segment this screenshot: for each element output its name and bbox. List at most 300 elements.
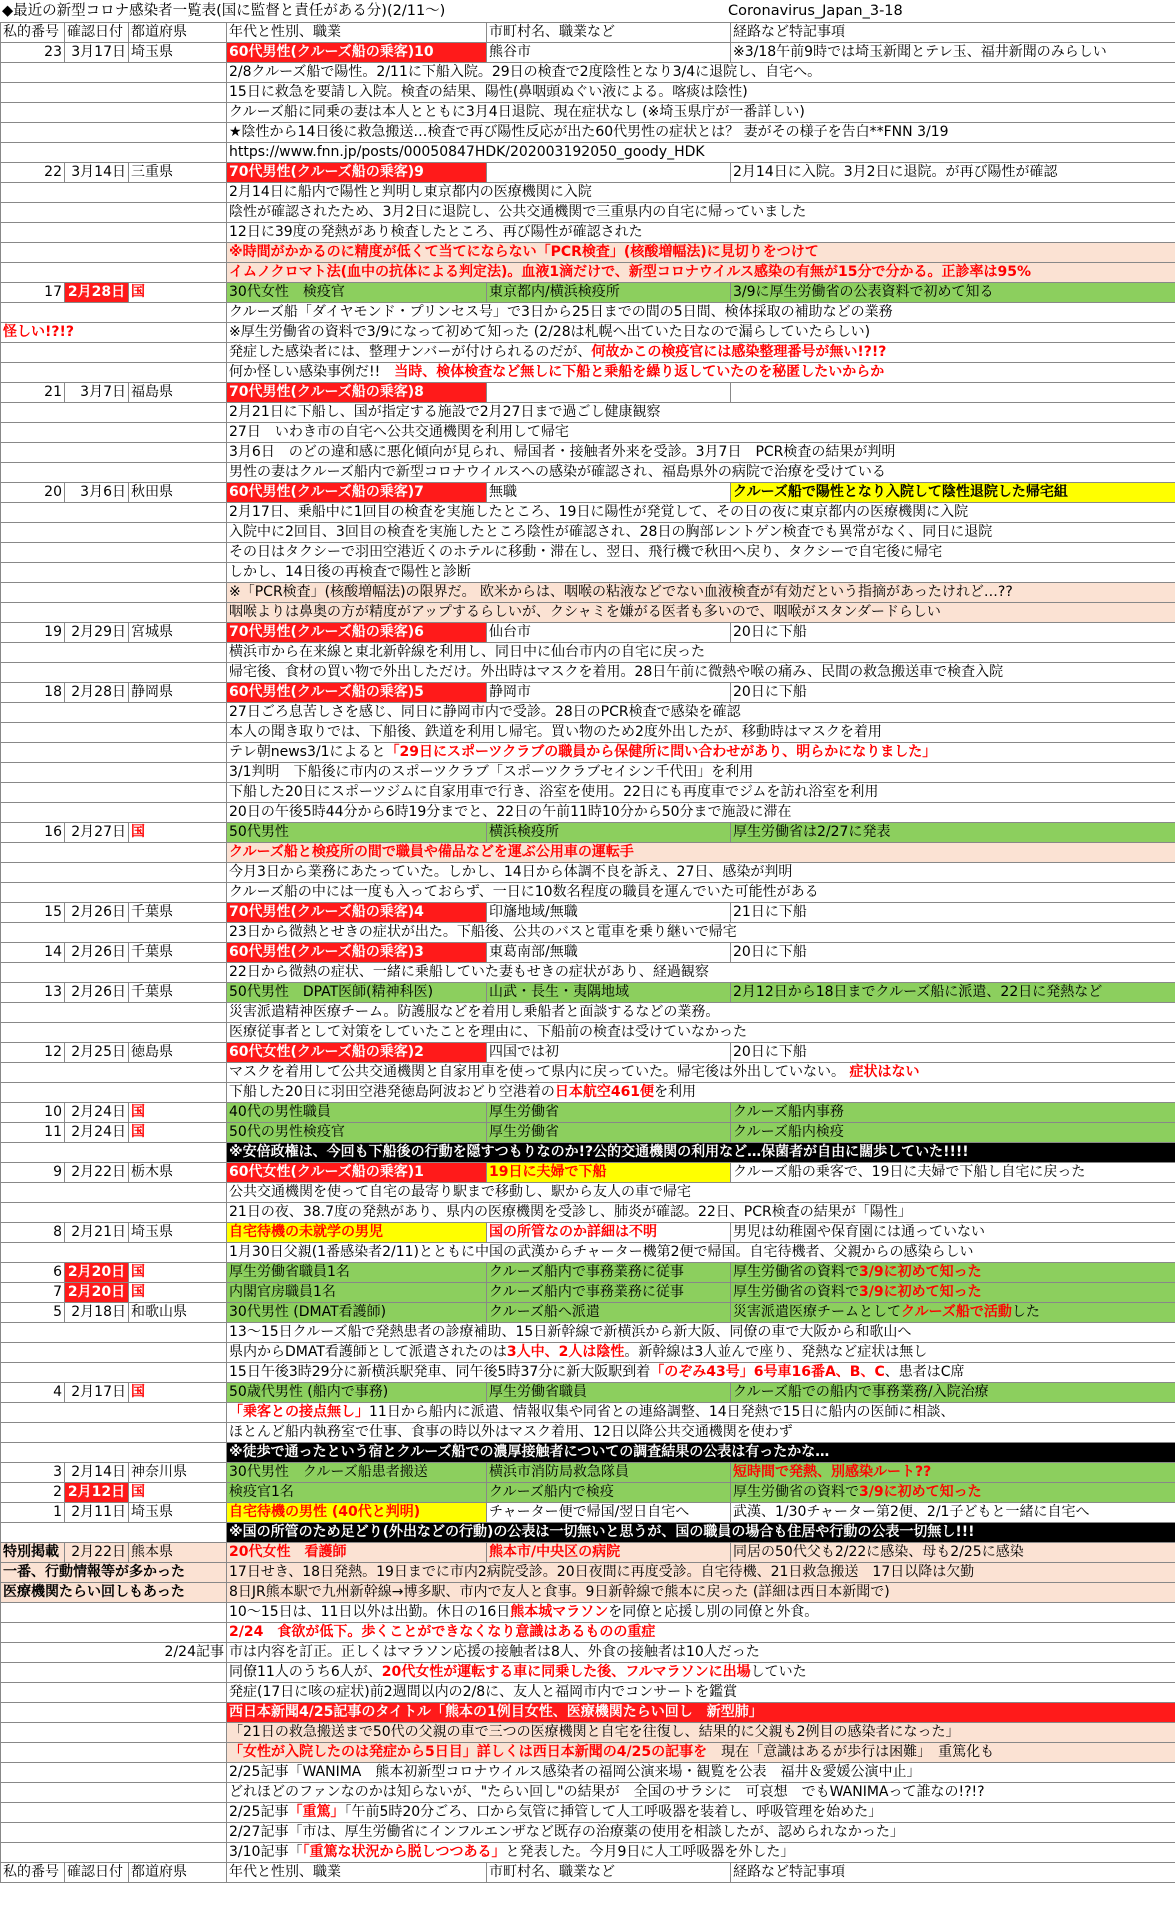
case-prefecture: 国 — [129, 823, 227, 843]
case-person: 自宅待機の男性 (40代と判明) — [227, 1503, 487, 1523]
footer-cell: 経路など特記事項 — [731, 1863, 1175, 1883]
detail-row — [1, 143, 1175, 163]
detail-row — [1, 603, 1175, 623]
row-side-label — [1, 103, 227, 123]
row-detail: クルーズ船「ダイヤモンド・プリンセス号」で3日から25日までの間の5日間、検体採取の補助などの業務 — [227, 303, 1175, 323]
row-detail: 21日の夜、38.7度の発熱があり、県内の医療機関を受診し、肺炎が確認。22日、PCR検査の結果が「陽性」 — [227, 1203, 1175, 1223]
case-row — [1, 1383, 1175, 1403]
case-row — [1, 623, 1175, 643]
case-date: 2月24日 — [65, 1123, 129, 1143]
row-side-label — [1, 443, 227, 463]
row-side-label — [1, 663, 227, 683]
case-city: 厚生労働省 — [487, 1123, 731, 1143]
row-side-label — [1, 123, 227, 143]
case-city — [487, 383, 731, 403]
case-person: 20代女性 看護師 — [227, 1543, 487, 1563]
case-row — [1, 823, 1175, 843]
case-city: チャーター便で帰国/翌日自宅へ — [487, 1503, 731, 1523]
detail-row — [1, 1443, 1175, 1463]
case-number: 1 — [1, 1503, 65, 1523]
case-person: 60代女性(クルーズ船の乗客)2 — [227, 1043, 487, 1063]
footer-cell: 確認日付 — [65, 1863, 129, 1883]
case-row — [1, 1263, 1175, 1283]
row-side-label — [1, 1803, 227, 1823]
row-side-label — [1, 1343, 227, 1363]
footer-cell: 私的番号 — [1, 1863, 65, 1883]
case-city: 熊本市/中央区の病院 — [487, 1543, 731, 1563]
case-number: 15 — [1, 903, 65, 923]
case-prefecture: 国 — [129, 1123, 227, 1143]
row-detail: ※時間がかかるのに精度が低くて当てにならない「PCR検査」(核酸増幅法)に見切りをつけて — [227, 243, 1175, 263]
detail-row — [1, 1723, 1175, 1743]
case-date: 3月17日 — [65, 43, 129, 63]
case-city: 印旛地域/無職 — [487, 903, 731, 923]
row-side-label — [1, 1003, 227, 1023]
case-number: 3 — [1, 1463, 65, 1483]
case-city: 静岡市 — [487, 683, 731, 703]
detail-row — [1, 123, 1175, 143]
case-number: 2 — [1, 1483, 65, 1503]
case-note: 3/9に厚生労働省の公表資料で初めて知る — [731, 283, 1175, 303]
row-side-label — [1, 543, 227, 563]
case-number: 21 — [1, 383, 65, 403]
case-city: 横浜検疫所 — [487, 823, 731, 843]
row-detail: どれほどのファンなのかは知らないが、"たらい回し"の結果が 全国のサラシに 可哀想 でもWANIMAって誰なの!?!? — [227, 1783, 1175, 1803]
footer-cell: 都道府県 — [129, 1863, 227, 1883]
case-number: 20 — [1, 483, 65, 503]
row-side-label — [1, 343, 227, 363]
row-detail: 3/10記事「「重篤な状況から脱しつつある」と発表した。今月9日に人工呼吸器を外した」 — [227, 1843, 1175, 1863]
row-detail: 3/1判明 下船後に市内のスポーツクラブ「スポーツクラブセイシン千代田」を利用 — [227, 763, 1175, 783]
case-note: 短時間で発熱、別感染ルート?? — [731, 1463, 1175, 1483]
case-note: 20日に下船 — [731, 943, 1175, 963]
case-row — [1, 1163, 1175, 1183]
case-prefecture: 国 — [129, 1263, 227, 1283]
row-detail: 災害派遣精神医療チーム。防護服などを着用し乗船者と面談するなどの業務。 — [227, 1003, 1175, 1023]
row-side-label — [1, 263, 227, 283]
row-side-label — [1, 1683, 227, 1703]
row-side-label — [1, 143, 227, 163]
row-side-label — [1, 1243, 227, 1263]
footer-row — [1, 1863, 1175, 1883]
case-person: 70代男性(クルーズ船の乗客)4 — [227, 903, 487, 923]
case-number: 4 — [1, 1383, 65, 1403]
case-note: 2月12日から18日までクルーズ船に派遣、22日に発熱など — [731, 983, 1175, 1003]
case-city: クルーズ船内で事務業務に従事 — [487, 1263, 731, 1283]
row-side-label — [1, 743, 227, 763]
row-detail: 2/24 食欲が低下。歩くことができなくなり意識はあるものの重症 — [227, 1623, 1175, 1643]
row-detail: クルーズ船の中には一度も入っておらず、一日に10数名程度の職員を運んでいた可能性がある — [227, 883, 1175, 903]
case-person: 検疫官1名 — [227, 1483, 487, 1503]
case-date: 2月21日 — [65, 1223, 129, 1243]
case-person: 50代の男性検疫官 — [227, 1123, 487, 1143]
case-row — [1, 1303, 1175, 1323]
case-person: 30代女性 検疫官 — [227, 283, 487, 303]
detail-row — [1, 323, 1175, 343]
row-detail: 2/27記事「市は、厚生労働省にインフルエンザなど既存の治療薬の使用を相談したが、認められなかった」 — [227, 1823, 1175, 1843]
case-prefecture: 千葉県 — [129, 983, 227, 1003]
case-note: クルーズ船内事務 — [731, 1103, 1175, 1123]
case-note: 厚生労働省は2/27に発表 — [731, 823, 1175, 843]
detail-row — [1, 1323, 1175, 1343]
case-number: 6 — [1, 1263, 65, 1283]
row-detail: ※国の所管のため足どり(外出などの行動)の公表は一切無いと思うが、国の職員の場合も住居や行動の公表一切無し!!! — [227, 1523, 1175, 1543]
row-detail: 1月30日父親(1番感染者2/11)とともに中国の武漢からチャーター機第2便で帰国。自宅待機者、父親からの感染らしい — [227, 1243, 1175, 1263]
case-date: 2月11日 — [65, 1503, 129, 1523]
row-side-label — [1, 583, 227, 603]
detail-row — [1, 663, 1175, 683]
case-number: 16 — [1, 823, 65, 843]
detail-row — [1, 1023, 1175, 1043]
detail-row — [1, 1403, 1175, 1423]
case-person: 60代男性(クルーズ船の乗客)5 — [227, 683, 487, 703]
row-side-label — [1, 363, 227, 383]
case-date: 2月22日 — [65, 1543, 129, 1563]
row-side-label — [1, 1443, 227, 1463]
case-number: 9 — [1, 1163, 65, 1183]
row-detail: 今月3日から業務にあたっていた。しかし、14日から体調不良を訴え、27日、感染が判明 — [227, 863, 1175, 883]
header-cell: 市町村名、職業など — [487, 23, 731, 43]
case-prefecture: 和歌山県 — [129, 1303, 227, 1323]
row-side-label — [1, 603, 227, 623]
row-side-label — [1, 63, 227, 83]
sheet-title-right: Coronavirus_Japan_3-18 — [728, 3, 903, 19]
case-table — [0, 22, 1175, 1883]
footer-cell: 年代と性別、職業 — [227, 1863, 487, 1883]
footer-cell: 市町村名、職業など — [487, 1863, 731, 1883]
case-city: 19日に夫婦で下船 — [487, 1163, 731, 1183]
case-person: 70代男性(クルーズ船の乗客)8 — [227, 383, 487, 403]
row-detail: 12日に39度の発熱があり検査したところ、再び陽性が確認された — [227, 223, 1175, 243]
row-detail: 27日 いわき市の自宅へ公共交通機関を利用して帰宅 — [227, 423, 1175, 443]
case-person: 70代男性(クルーズ船の乗客)9 — [227, 163, 487, 183]
row-side-label — [1, 1763, 227, 1783]
case-note: 20日に下船 — [731, 1043, 1175, 1063]
row-side-label — [1, 563, 227, 583]
row-side-label — [1, 1663, 227, 1683]
row-side-label — [1, 183, 227, 203]
case-note: 20日に下船 — [731, 623, 1175, 643]
case-note: 災害派遣医療チームとしてクルーズ船で活動した — [731, 1303, 1175, 1323]
case-row — [1, 1103, 1175, 1123]
row-detail: 3月6日 のどの違和感に悪化傾向が見られ、帰国者・接触者外来を受診。3月7日 PCR検査の結果が判明 — [227, 443, 1175, 463]
case-prefecture: 静岡県 — [129, 683, 227, 703]
case-number: 5 — [1, 1303, 65, 1323]
detail-row — [1, 843, 1175, 863]
case-person: 40代の男性職員 — [227, 1103, 487, 1123]
case-row — [1, 1463, 1175, 1483]
row-side-label — [1, 1703, 227, 1723]
case-note: 21日に下船 — [731, 903, 1175, 923]
row-side-label — [1, 1083, 227, 1103]
detail-row — [1, 1363, 1175, 1383]
detail-row — [1, 183, 1175, 203]
case-prefecture: 埼玉県 — [129, 1223, 227, 1243]
case-number: 23 — [1, 43, 65, 63]
detail-row — [1, 1423, 1175, 1443]
case-note: 厚生労働省の資料で3/9に初めて知った — [731, 1283, 1175, 1303]
row-detail: クルーズ船と検疫所の間で職員や備品などを運ぶ公用車の運転手 — [227, 843, 1175, 863]
case-person: 50代男性 DPAT医師(精神科医) — [227, 983, 487, 1003]
row-side-label — [1, 1203, 227, 1223]
row-side-label — [1, 423, 227, 443]
row-side-label — [1, 1843, 227, 1863]
case-row — [1, 683, 1175, 703]
case-row — [1, 1223, 1175, 1243]
case-date: 2月29日 — [65, 623, 129, 643]
row-side-label — [1, 783, 227, 803]
row-detail: 市は内容を訂正。正しくはマラソン応援の接触者は8人、外食の接触者は10人だった — [227, 1643, 1175, 1663]
detail-row — [1, 1583, 1175, 1603]
case-prefecture: 熊本県 — [129, 1543, 227, 1563]
case-note: 厚生労働省の資料で3/9に初めて知った — [731, 1483, 1175, 1503]
case-prefecture: 栃木県 — [129, 1163, 227, 1183]
detail-row — [1, 83, 1175, 103]
sheet-title-left: ◆最近の新型コロナ感染者一覧表(国に監督と責任がある分)(2/11～) — [2, 3, 446, 19]
case-note: クルーズ船の乗客で、19日に夫婦で下船し自宅に戻った — [731, 1163, 1175, 1183]
row-detail: 「乗客との接点無し」11日から船内に派遣、情報収集や同省との連絡調整、14日発熱で15日に船内の医師に相談、 — [227, 1403, 1175, 1423]
case-date: 3月7日 — [65, 383, 129, 403]
detail-row — [1, 883, 1175, 903]
case-row — [1, 1483, 1175, 1503]
header-row — [1, 23, 1175, 43]
case-date: 2月20日 — [65, 1283, 129, 1303]
row-detail: ※安倍政権は、今回も下船後の行動を隠すつもりなのか!?公的交通機関の利用など…保菌者が自由に闊歩していた!!!! — [227, 1143, 1175, 1163]
case-row — [1, 1503, 1175, 1523]
row-detail: 20日の午後5時44分から6時19分までと、22日の午前11時10分から50分まで施設に滞在 — [227, 803, 1175, 823]
detail-row — [1, 403, 1175, 423]
row-side-label: 怪しい!?!? — [1, 323, 227, 343]
case-person: 60代女性(クルーズ船の乗客)1 — [227, 1163, 487, 1183]
case-person: 60代男性(クルーズ船の乗客)3 — [227, 943, 487, 963]
row-detail: ほとんど船内執務室で仕事、食事の時以外はマスク着用、12日以降公共交通機関を使わず — [227, 1423, 1175, 1443]
row-detail: その日はタクシーで羽田空港近くのホテルに移動・滞在し、翌日、飛行機で秋田へ戻り、タクシーで自宅後に帰宅 — [227, 543, 1175, 563]
row-detail: ※厚生労働省の資料で3/9になって初めて知った (2/28は札幌へ出ていた日なので漏らしていたらしい) — [227, 323, 1175, 343]
detail-row — [1, 1563, 1175, 1583]
case-date: 2月17日 — [65, 1383, 129, 1403]
detail-row — [1, 1763, 1175, 1783]
detail-row — [1, 463, 1175, 483]
detail-row — [1, 1343, 1175, 1363]
row-detail: 男性の妻はクルーズ船内で新型コロナウイルスへの感染が確認され、福島県外の病院で治療を受けている — [227, 463, 1175, 483]
detail-row — [1, 1643, 1175, 1663]
case-city: 東京都内/横浜検疫所 — [487, 283, 731, 303]
detail-row — [1, 1003, 1175, 1023]
case-number: 12 — [1, 1043, 65, 1063]
row-side-label: 一番、行動情報等が多かった — [1, 1563, 227, 1583]
case-row — [1, 943, 1175, 963]
case-number: 8 — [1, 1223, 65, 1243]
case-person: 50歳代男性 (船内で事務) — [227, 1383, 487, 1403]
case-row — [1, 383, 1175, 403]
row-side-label — [1, 1063, 227, 1083]
case-prefecture: 神奈川県 — [129, 1463, 227, 1483]
case-date: 2月28日 — [65, 283, 129, 303]
case-number: 19 — [1, 623, 65, 643]
row-side-label: 2/24記事 — [1, 1643, 227, 1663]
case-city — [487, 163, 731, 183]
case-number: 10 — [1, 1103, 65, 1123]
row-side-label — [1, 83, 227, 103]
row-detail: 下船した20日にスポーツジムに自家用車で行き、浴室を使用。22日にも再度車でジムを訪れ浴室を利用 — [227, 783, 1175, 803]
row-side-label — [1, 923, 227, 943]
detail-row — [1, 103, 1175, 123]
detail-row — [1, 63, 1175, 83]
row-side-label — [1, 763, 227, 783]
case-person: 厚生労働省職員1名 — [227, 1263, 487, 1283]
row-side-label — [1, 863, 227, 883]
case-person: 内閣官房職員1名 — [227, 1283, 487, 1303]
row-detail: 入院中に2回目、3回目の検査を実施したところ陰性が確認され、28日の胸部レントゲン検査でも異常がなく、同日に退院 — [227, 523, 1175, 543]
row-detail: 8日JR熊本駅で九州新幹線→博多駅、市内で友人と食事。9日新幹線で熊本に戻った (詳細は西日本新聞で) — [227, 1583, 1175, 1603]
detail-row — [1, 1243, 1175, 1263]
detail-row — [1, 303, 1175, 323]
case-note: クルーズ船内検疫 — [731, 1123, 1175, 1143]
case-city: 山武・長生・夷隅地域 — [487, 983, 731, 1003]
case-date: 2月22日 — [65, 1163, 129, 1183]
case-person: 60代男性(クルーズ船の乗客)10 — [227, 43, 487, 63]
row-side-label — [1, 803, 227, 823]
case-date: 2月25日 — [65, 1043, 129, 1063]
detail-row — [1, 203, 1175, 223]
row-detail: 2月17日、乗船中に1回目の検査を実施したところ、19日に陽性が発覚して、その日の夜に東京都内の医療機関に入院 — [227, 503, 1175, 523]
case-note: 2月14日に入院。3月2日に退院。が再び陽性が確認 — [731, 163, 1175, 183]
detail-row — [1, 1063, 1175, 1083]
row-detail: 横浜市から在来線と東北新幹線を利用し、同日中に仙台市内の自宅に戻った — [227, 643, 1175, 663]
row-detail: 西日本新聞4/25記事のタイトル「熊本の1例目女性、医療機関たらい回し 新型肺」 — [227, 1703, 1175, 1723]
row-detail: 帰宅後、食材の買い物で外出しただけ。外出時はマスクを着用。28日午前に微熱や喉の痛み、民間の救急搬送車で検査入院 — [227, 663, 1175, 683]
row-detail: 「女性が入院したのは発症から5日目」詳しくは西日本新聞の4/25の記事を 現在「意識はあるが歩行は困難」 重篤化も — [227, 1743, 1175, 1763]
case-prefecture: 徳島県 — [129, 1043, 227, 1063]
row-side-label — [1, 1363, 227, 1383]
header-cell: 確認日付 — [65, 23, 129, 43]
case-prefecture: 埼玉県 — [129, 43, 227, 63]
case-city: 国の所管なのか詳細は不明 — [487, 1223, 731, 1243]
row-detail: 27日ごろ息苦しさを感じ、同日に静岡市内で受診。28日のPCR検査で感染を確認 — [227, 703, 1175, 723]
row-side-label — [1, 883, 227, 903]
case-city: 横浜市消防局救急隊員 — [487, 1463, 731, 1483]
detail-row — [1, 783, 1175, 803]
row-side-label — [1, 1183, 227, 1203]
detail-row — [1, 1683, 1175, 1703]
case-row — [1, 43, 1175, 63]
row-side-label — [1, 723, 227, 743]
case-person: 60代男性(クルーズ船の乗客)7 — [227, 483, 487, 503]
detail-row — [1, 1603, 1175, 1623]
row-side-label — [1, 1523, 227, 1543]
case-city: 熊谷市 — [487, 43, 731, 63]
detail-row — [1, 1203, 1175, 1223]
case-note: クルーズ船での船内で事務業務/入院治療 — [731, 1383, 1175, 1403]
case-row — [1, 983, 1175, 1003]
row-detail: 咽喉よりは鼻奥の方が精度がアップするらしいが、クシャミを嫌がる医者も多いので、咽喉がスタンダードらしい — [227, 603, 1175, 623]
case-note — [731, 383, 1175, 403]
row-detail: 2/25記事「重篤」「午前5時20分ごろ、口から気管に挿管して人工呼吸器を装着し、呼吸管理を始めた」 — [227, 1803, 1175, 1823]
case-city: 東葛南部/無職 — [487, 943, 731, 963]
row-side-label — [1, 463, 227, 483]
row-side-label — [1, 1323, 227, 1343]
row-detail: 15日に救急を要請し入院。検査の結果、陽性(鼻咽頭ぬぐい液による。喀痰は陰性) — [227, 83, 1175, 103]
row-detail: イムノクロマト法(血中の抗体による判定法)。血液1滴だけで、新型コロナウイルス感染の有無が15分で分かる。正診率は95% — [227, 263, 1175, 283]
row-side-label — [1, 243, 227, 263]
case-date: 2月12日 — [65, 1483, 129, 1503]
case-date: 2月26日 — [65, 943, 129, 963]
detail-row — [1, 643, 1175, 663]
row-detail: 陰性が確認されたため、3月2日に退院し、公共交通機関で三重県内の自宅に帰っていました — [227, 203, 1175, 223]
detail-row — [1, 263, 1175, 283]
row-side-label — [1, 403, 227, 423]
case-number: 特別掲載 — [1, 1543, 65, 1563]
detail-row — [1, 583, 1175, 603]
case-prefecture: 国 — [129, 1103, 227, 1123]
detail-row — [1, 1803, 1175, 1823]
case-city: クルーズ船へ派遣 — [487, 1303, 731, 1323]
case-note: 厚生労働省の資料で3/9に初めて知った — [731, 1263, 1175, 1283]
case-prefecture: 国 — [129, 1283, 227, 1303]
detail-row — [1, 1623, 1175, 1643]
case-city: 四国では初 — [487, 1043, 731, 1063]
case-number: 7 — [1, 1283, 65, 1303]
case-date: 2月18日 — [65, 1303, 129, 1323]
row-side-label — [1, 503, 227, 523]
row-side-label — [1, 1603, 227, 1623]
row-detail: 同僚11人のうち6人が、20代女性が運転する車に同乗した後、フルマラソンに出場していた — [227, 1663, 1175, 1683]
case-note: 男児は幼稚園や保育園には通っていない — [731, 1223, 1175, 1243]
case-date: 2月26日 — [65, 983, 129, 1003]
case-row — [1, 1283, 1175, 1303]
detail-row — [1, 443, 1175, 463]
row-detail: 発症(17日に咳の症状)前2週間以内の2/8に、友人と福岡市内でコンサートを鑑賞 — [227, 1683, 1175, 1703]
case-city: 無職 — [487, 483, 731, 503]
row-detail: 下船した20日に羽田空港発徳島阿波おどり空港着の日本航空461便を利用 — [227, 1083, 1175, 1103]
case-note: ※3/18午前9時では埼玉新聞とテレ玉、福井新聞のみらしい — [731, 43, 1175, 63]
header-cell: 経路など特記事項 — [731, 23, 1175, 43]
row-side-label — [1, 1623, 227, 1643]
case-prefecture: 秋田県 — [129, 483, 227, 503]
case-date: 2月14日 — [65, 1463, 129, 1483]
row-detail: 2月21日に下船し、国が指定する施設で2月27日まで過ごし健康観察 — [227, 403, 1175, 423]
row-detail: 医療従事者として対策をしていたことを理由に、下船前の検査は受けていなかった — [227, 1023, 1175, 1043]
case-number: 22 — [1, 163, 65, 183]
case-prefecture: 千葉県 — [129, 903, 227, 923]
row-side-label — [1, 1143, 227, 1163]
row-side-label — [1, 223, 227, 243]
case-prefecture: 三重県 — [129, 163, 227, 183]
row-detail: 「21日の救急搬送まで50代の父親の車で三つの医療機関と自宅を往復し、結果的に父親も2例目の感染者になった」 — [227, 1723, 1175, 1743]
row-detail: クルーズ船に同乗の妻は本人とともに3月4日退院、現在症状なし (※埼玉県庁が一番詳しい) — [227, 103, 1175, 123]
case-row — [1, 483, 1175, 503]
row-detail: 17日せき、18日発熱。19日までに市内2病院受診。20日夜間に再度受診。自宅待機、21日救急搬送 17日以降は欠勤 — [227, 1563, 1175, 1583]
case-person: 30代男性 クルーズ船患者搬送 — [227, 1463, 487, 1483]
sheet-title — [0, 0, 1175, 22]
detail-row — [1, 363, 1175, 383]
detail-row — [1, 243, 1175, 263]
row-side-label — [1, 703, 227, 723]
case-row — [1, 163, 1175, 183]
case-number: 11 — [1, 1123, 65, 1143]
row-detail: 発症した感染者には、整理ナンバーが付けられるのだが、何故かこの検疫官には感染整理番号が無い!?!? — [227, 343, 1175, 363]
detail-row — [1, 503, 1175, 523]
case-date: 3月14日 — [65, 163, 129, 183]
row-detail: 県内からDMAT看護師として派遣されたのは3人中、2人は陰性。新幹線は3人並んで座り、発熱など症状は無し — [227, 1343, 1175, 1363]
case-city: 厚生労働省 — [487, 1103, 731, 1123]
header-cell: 年代と性別、職業 — [227, 23, 487, 43]
case-person: 70代男性(クルーズ船の乗客)6 — [227, 623, 487, 643]
case-note: 武漢、1/30チャーター第2便、2/1子どもと一緒に自宅へ — [731, 1503, 1175, 1523]
row-detail: 2/8クルーズ船で陽性。2/11に下船入院。29日の検査で2度陰性となり3/4に退院し、自宅へ。 — [227, 63, 1175, 83]
row-side-label — [1, 1743, 227, 1763]
detail-row — [1, 723, 1175, 743]
